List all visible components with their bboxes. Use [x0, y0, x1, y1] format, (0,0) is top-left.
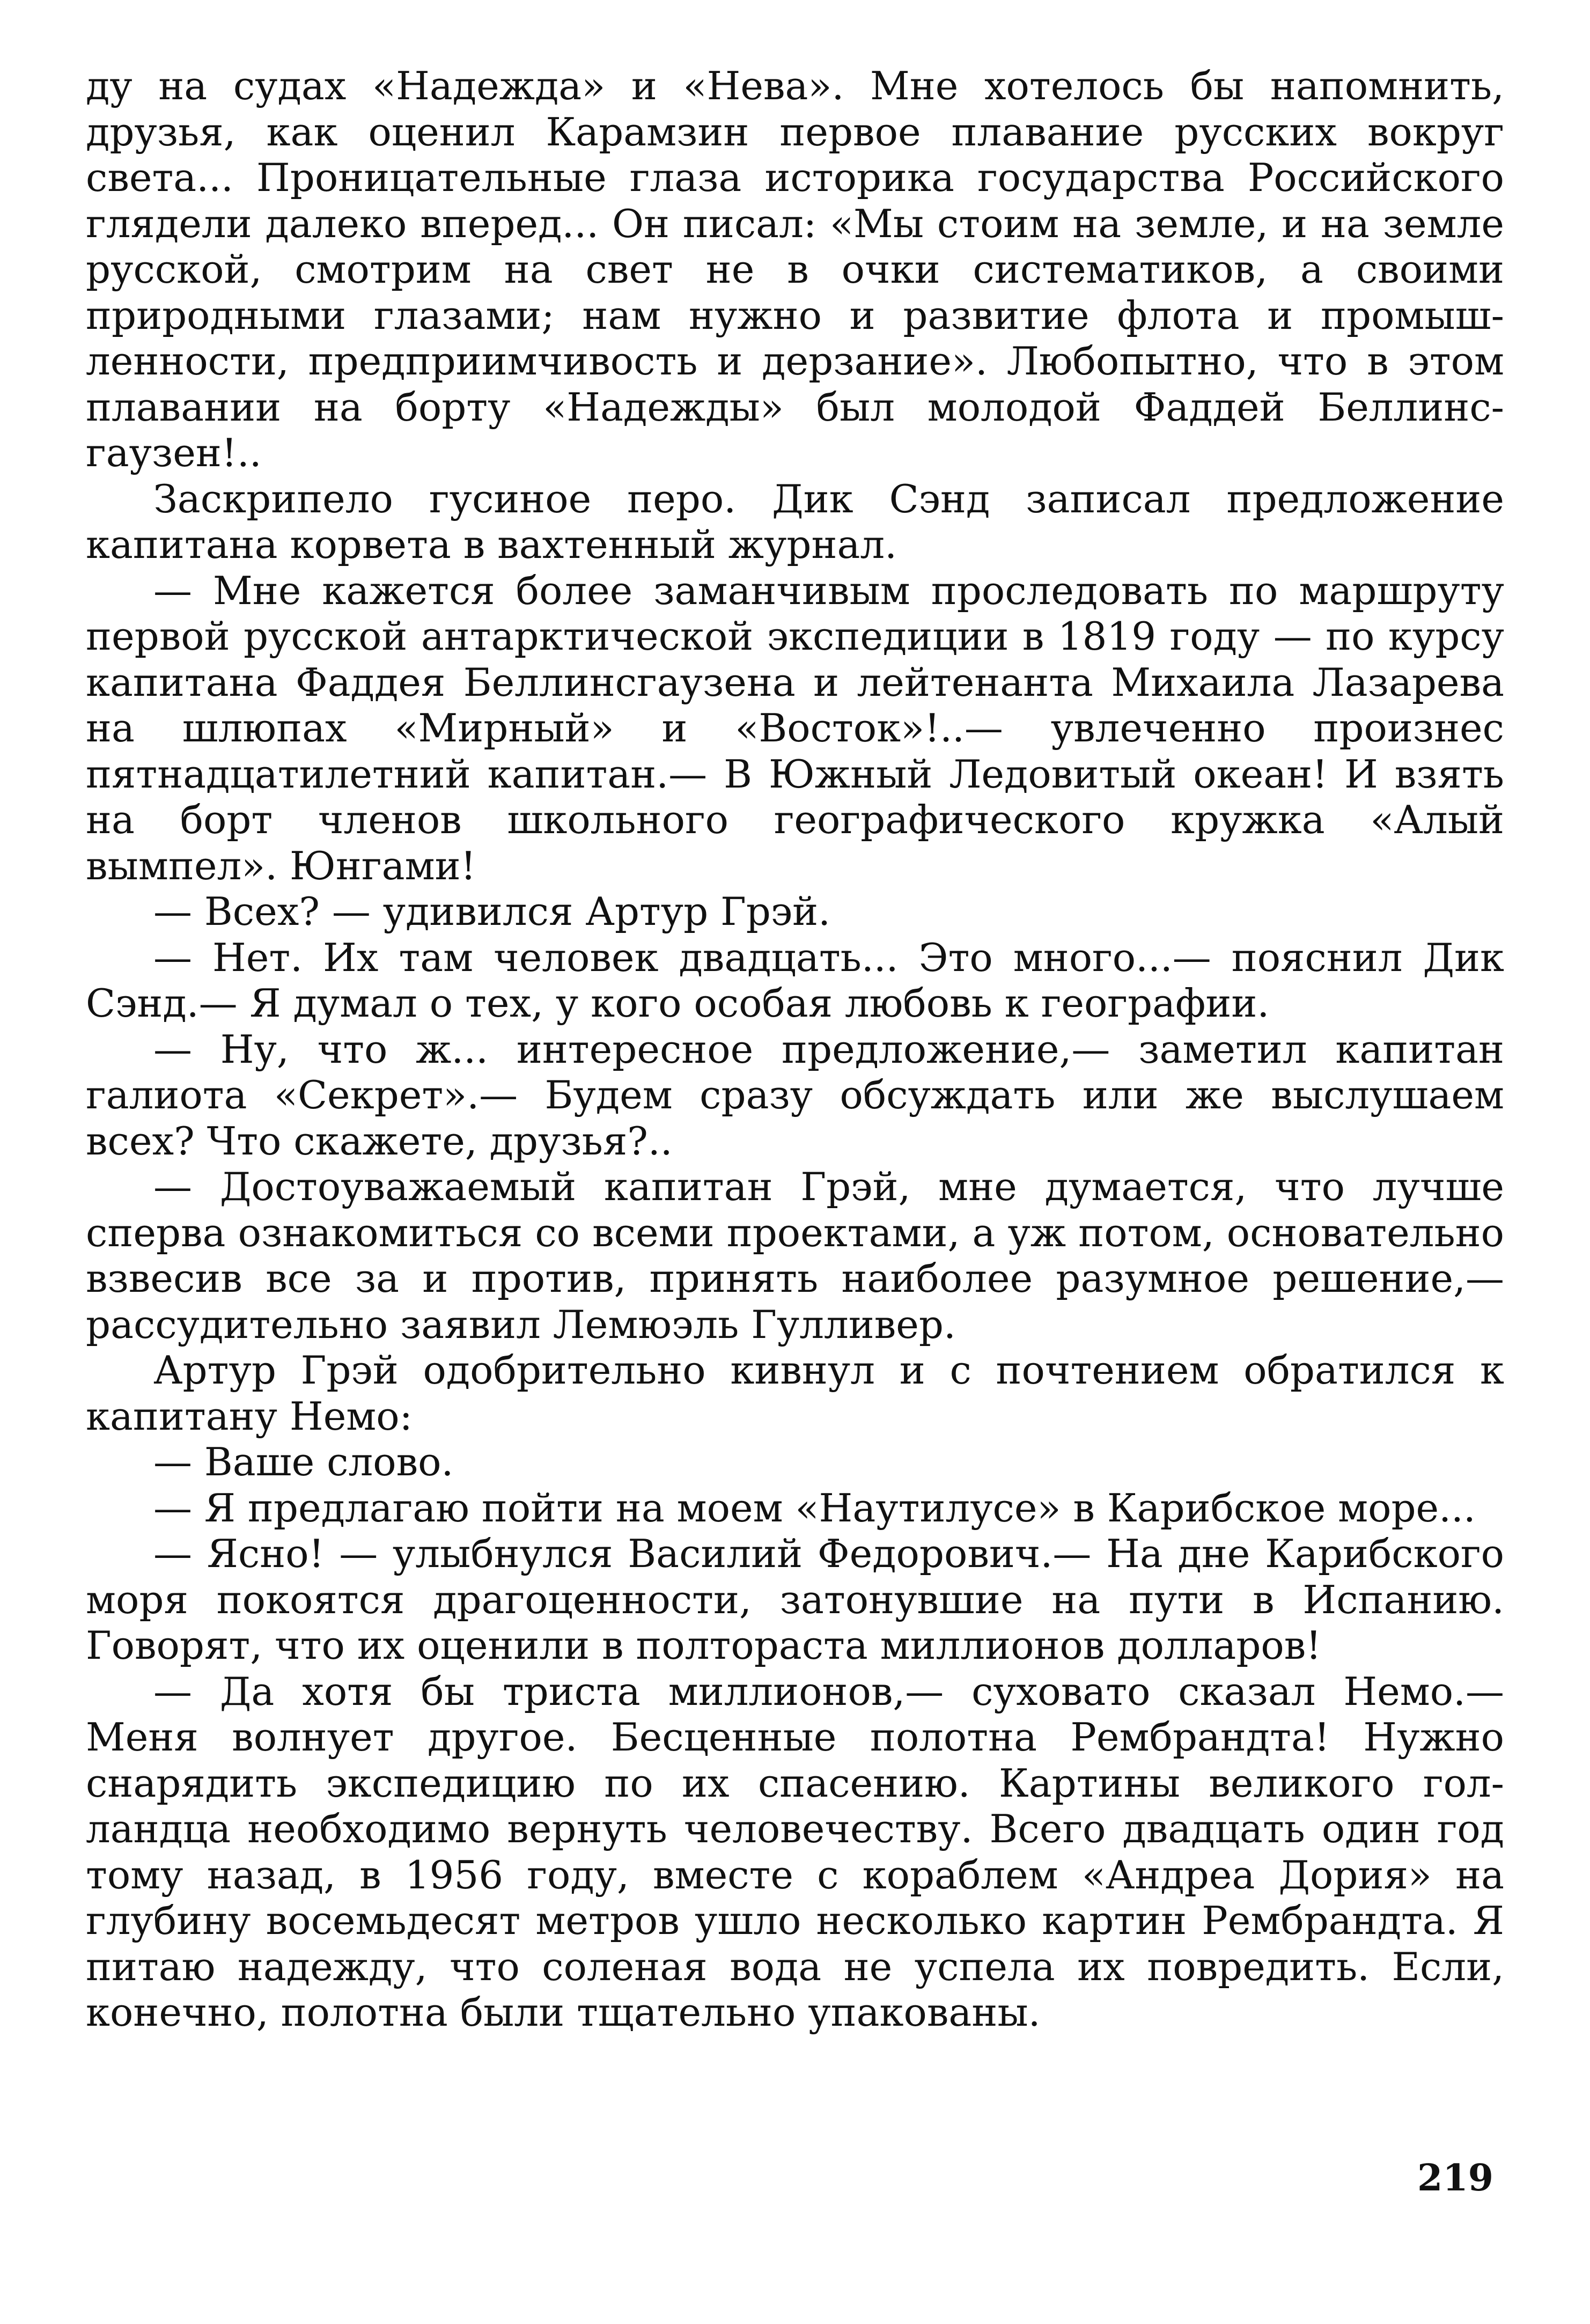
paragraph: — Всех? — удивился Артур Грэй.	[153, 889, 831, 934]
paragraph: ду на судах «Надежда» и «Нева». Мне хотелось бы напомнить, друзья, как оценил Карамзин первое плавание русских вокруг света... Проницательные глаза историка государства Российского глядели далеко вперед... Он писал: «Мы стоим на земле, и на земле русской, смотрим на свет не в очки систематиков, а своими природными глазами; нам нужно и развитие флота и промышленности, предприимчивость и дерзание». Любопытно, что в этом плавании на борту «Надежды» был молодой Фаддей Беллинсгаузен!..	[86, 63, 1504, 475]
paragraph: Заскрипело гусиное перо. Дик Сэнд записал предложение капитана корвета в вахтенный журнал.	[86, 476, 1504, 567]
paragraph: — Ваше слово.	[153, 1439, 454, 1484]
paragraph: — Нет. Их там человек двадцать... Это много...— пояснил Дик Сэнд.— Я думал о тех, у кого особая любовь к географии.	[86, 935, 1504, 1026]
paragraph: — Достоуважаемый капитан Грэй, мне думается, что лучше сперва ознакомиться со всеми проектами, а уж потом, основательно взвесив все за и против, принять наиболее разумное решение,— рассудительно заявил Лемюэль Гулливер.	[86, 1164, 1504, 1347]
page-number: 219	[1417, 2157, 1493, 2200]
book-page	[86, 63, 1504, 2268]
body-text	[86, 63, 1504, 2036]
paragraph: — Да хотя бы триста миллионов,— суховато сказал Немо.— Меня волнует другое. Бесценные полотна Рембрандта! Нужно снарядить экспедицию по их спасению. Картины великого голландца необходимо вернуть человечеству. Всего двадцать один год тому назад, в 1956 году, вместе с кораблем «Андреа Дория» на глубину восемьдесят метров ушло несколько картин Рембрандта. Я питаю надежду, что соленая вода не успела их повредить. Если, конечно, полотна были тщательно упакованы.	[86, 1668, 1504, 2035]
paragraph: — Я предлагаю пойти на моем «Наутилусе» в Карибское море...	[153, 1485, 1476, 1531]
paragraph: Артур Грэй одобрительно кивнул и с почтением обратился к капитану Немо:	[86, 1348, 1504, 1439]
paragraph: — Ну, что ж... интересное предложение,— заметил капитан галиота «Секрет».— Будем сразу обсуждать или же выслушаем всех? Что скажете, друзья?..	[86, 1026, 1504, 1164]
paragraph: — Мне кажется более заманчивым проследовать по маршруту первой русской антарктической экспедиции в 1819 году — по курсу капитана Фаддея Беллинсгаузена и лейтенанта Михаила Лазарева на шлюпах «Мирный» и «Восток»!..— увлеченно произнес пятнадцатилетний капитан.— В Южный Ледовитый океан! И взять на борт членов школьного географического кружка «Алый вымпел». Юнгами!	[86, 568, 1504, 888]
paragraph: — Ясно! — улыбнулся Василий Федорович.— На дне Карибского моря покоятся драгоценности, затонувшие на пути в Испанию. Говорят, что их оценили в полтораста миллионов долларов!	[86, 1531, 1504, 1668]
